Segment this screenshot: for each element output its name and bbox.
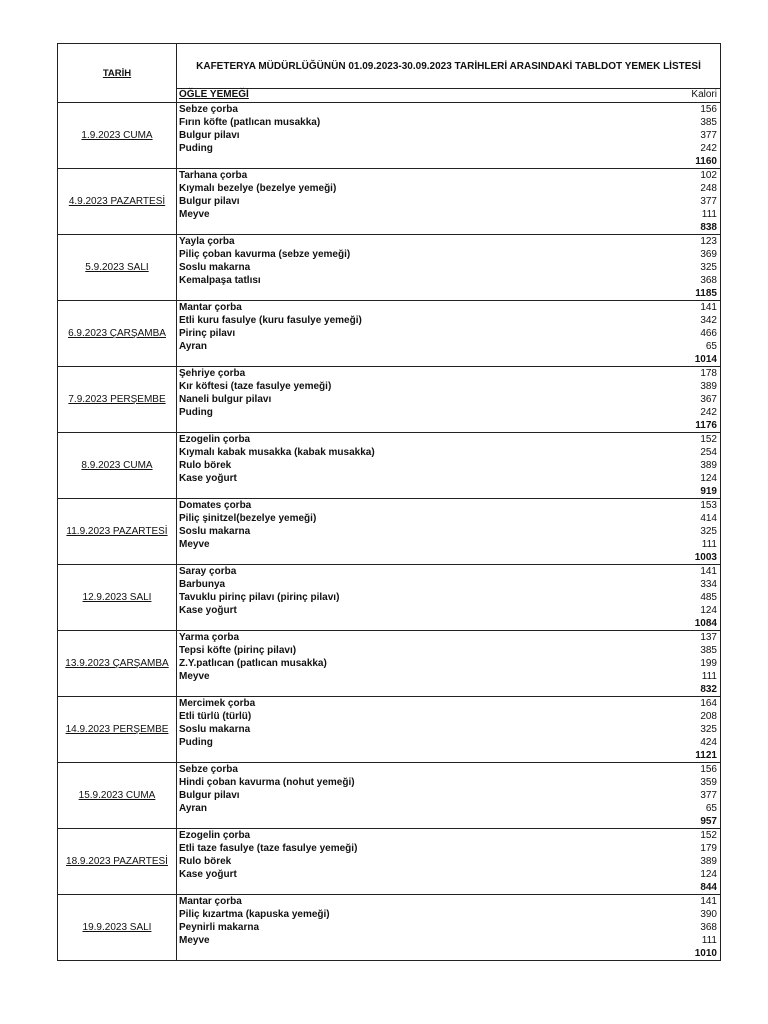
dish-calorie: 325 xyxy=(700,262,717,273)
menu-item xyxy=(177,842,720,855)
dish-calorie: 248 xyxy=(700,183,717,194)
calorie-total: 832 xyxy=(700,684,717,695)
day-row xyxy=(58,565,721,631)
day-date: 1.9.2023 CUMA xyxy=(58,103,177,169)
dish-name: Meyve xyxy=(179,935,210,946)
menu-item xyxy=(177,908,720,921)
menu-item xyxy=(177,934,720,947)
calorie-total: 919 xyxy=(700,486,717,497)
dish-name: Hindi çoban kavurma (nohut yemeği) xyxy=(179,777,355,788)
menu-item xyxy=(177,697,720,710)
menu-item xyxy=(177,169,720,182)
lunch-label: ÖĞLE YEMEĞİ xyxy=(179,89,249,100)
day-row xyxy=(58,367,721,433)
dish-name: Ayran xyxy=(179,341,207,352)
dish-name: Puding xyxy=(179,143,213,154)
dish-calorie: 141 xyxy=(700,566,717,577)
day-menu xyxy=(177,697,721,763)
day-date: 6.9.2023 ÇARŞAMBA xyxy=(58,301,177,367)
dish-name: Ezogelin çorba xyxy=(179,830,251,841)
dish-name: Domates çorba xyxy=(179,500,252,511)
day-menu xyxy=(177,103,721,169)
dish-calorie: 141 xyxy=(700,302,717,313)
day-date: 12.9.2023 SALI xyxy=(58,565,177,631)
day-menu xyxy=(177,565,721,631)
dish-calorie: 368 xyxy=(700,275,717,286)
dish-name: Şehriye çorba xyxy=(179,368,246,379)
menu-item xyxy=(177,472,720,485)
calorie-total: 838 xyxy=(700,222,717,233)
menu-item xyxy=(177,182,720,195)
dish-calorie: 377 xyxy=(700,130,717,141)
calorie-total: 1176 xyxy=(695,420,717,431)
menu-item xyxy=(177,710,720,723)
dish-name: Soslu makarna xyxy=(179,526,251,537)
day-menu xyxy=(177,895,721,961)
dish-calorie: 152 xyxy=(700,830,717,841)
dish-name: Soslu makarna xyxy=(179,262,251,273)
menu-item xyxy=(177,604,720,617)
menu-item xyxy=(177,895,720,908)
calorie-total: 1010 xyxy=(694,948,717,959)
dish-name: Kemalpaşa tatlısı xyxy=(179,275,261,286)
menu-item xyxy=(177,235,720,248)
dish-calorie: 359 xyxy=(700,777,717,788)
dish-calorie: 137 xyxy=(700,632,717,643)
day-row xyxy=(58,235,721,301)
day-row xyxy=(58,301,721,367)
day-menu xyxy=(177,631,721,697)
menu-item xyxy=(177,367,720,380)
menu-item xyxy=(177,499,720,512)
menu-table xyxy=(57,43,721,961)
day-date: 4.9.2023 PAZARTESİ xyxy=(58,169,177,235)
dish-calorie: 124 xyxy=(700,869,717,880)
calorie-total: 1160 xyxy=(695,156,717,167)
day-row xyxy=(58,103,721,169)
day-menu xyxy=(177,763,721,829)
menu-item xyxy=(177,512,720,525)
dish-calorie: 377 xyxy=(700,790,717,801)
menu-item xyxy=(177,459,720,472)
dish-name: Saray çorba xyxy=(179,566,237,577)
menu-item xyxy=(177,142,720,155)
menu-item xyxy=(177,393,720,406)
menu-item xyxy=(177,446,720,459)
dish-name: Kır köftesi (taze fasulye yemeği) xyxy=(179,381,332,392)
dish-name: Yarma çorba xyxy=(179,632,240,643)
dish-calorie: 390 xyxy=(700,909,717,920)
dish-calorie: 325 xyxy=(700,724,717,735)
dish-calorie: 254 xyxy=(700,447,717,458)
dish-calorie: 334 xyxy=(700,579,717,590)
menu-item xyxy=(177,314,720,327)
dish-calorie: 65 xyxy=(705,341,717,352)
dish-calorie: 178 xyxy=(700,368,717,379)
dish-calorie: 111 xyxy=(701,539,717,550)
dish-name: Pirinç pilavı xyxy=(179,328,236,339)
dish-name: Mantar çorba xyxy=(179,302,242,313)
menu-item xyxy=(177,301,720,314)
dish-name: Peynirli makarna xyxy=(179,922,260,933)
dish-name: Mantar çorba xyxy=(179,896,242,907)
day-row xyxy=(58,697,721,763)
day-menu xyxy=(177,499,721,565)
day-menu xyxy=(177,367,721,433)
menu-item xyxy=(177,103,720,116)
menu-item xyxy=(177,657,720,670)
menu-item xyxy=(177,380,720,393)
menu-item xyxy=(177,631,720,644)
dish-calorie: 389 xyxy=(700,460,717,471)
dish-calorie: 152 xyxy=(700,434,717,445)
dish-calorie: 179 xyxy=(700,843,717,854)
menu-item xyxy=(177,763,720,776)
dish-name: Z.Y.patlıcan (patlıcan musakka) xyxy=(179,658,327,669)
dish-name: Barbunya xyxy=(179,579,226,590)
dish-name: Puding xyxy=(179,407,213,418)
dish-calorie: 466 xyxy=(700,328,717,339)
dish-calorie: 485 xyxy=(700,592,717,603)
dish-name: Puding xyxy=(179,737,213,748)
day-row xyxy=(58,631,721,697)
day-date: 11.9.2023 PAZARTESİ xyxy=(58,499,177,565)
menu-item xyxy=(177,274,720,287)
day-menu xyxy=(177,301,721,367)
dish-name: Soslu makarna xyxy=(179,724,251,735)
dish-name: Kıymalı bezelye (bezelye yemeği) xyxy=(179,183,337,194)
day-row xyxy=(58,763,721,829)
menu-item xyxy=(177,868,720,881)
dish-name: Piliç şinitzel(bezelye yemeği) xyxy=(179,513,317,524)
day-row xyxy=(58,433,721,499)
dish-name: Meyve xyxy=(179,539,210,550)
calorie-total: 1185 xyxy=(695,288,717,299)
dish-calorie: 342 xyxy=(700,315,717,326)
dish-calorie: 389 xyxy=(700,381,717,392)
calorie-total: 1014 xyxy=(694,354,717,365)
menu-item xyxy=(177,670,720,683)
day-date: 5.9.2023 SALI xyxy=(58,235,177,301)
menu-item xyxy=(177,855,720,868)
dish-name: Piliç kızartma (kapuska yemeği) xyxy=(179,909,330,920)
menu-item xyxy=(177,116,720,129)
day-row xyxy=(58,895,721,961)
calorie-total: 1084 xyxy=(694,618,717,629)
menu-item xyxy=(177,340,720,353)
day-menu xyxy=(177,829,721,895)
dish-calorie: 424 xyxy=(700,737,717,748)
dish-name: Tarhana çorba xyxy=(179,170,248,181)
day-date: 7.9.2023 PERŞEMBE xyxy=(58,367,177,433)
dish-name: Yayla çorba xyxy=(179,236,235,247)
subheader-cell xyxy=(177,89,721,103)
dish-name: Mercimek çorba xyxy=(179,698,256,709)
dish-calorie: 368 xyxy=(700,922,717,933)
day-date: 19.9.2023 SALI xyxy=(58,895,177,961)
dish-name: Ayran xyxy=(179,803,207,814)
dish-calorie: 156 xyxy=(700,764,717,775)
dish-calorie: 385 xyxy=(700,645,717,656)
menu-item xyxy=(177,578,720,591)
menu-item xyxy=(177,129,720,142)
dish-name: Etli türlü (türlü) xyxy=(179,711,252,722)
dish-calorie: 208 xyxy=(700,711,717,722)
date-column-header: TARİH xyxy=(58,44,177,103)
menu-item xyxy=(177,802,720,815)
dish-calorie: 123 xyxy=(700,236,717,247)
dish-calorie: 242 xyxy=(700,407,717,418)
menu-item xyxy=(177,195,720,208)
day-date: 18.9.2023 PAZARTESİ xyxy=(58,829,177,895)
dish-name: Etli taze fasulye (taze fasulye yemeği) xyxy=(179,843,358,854)
day-row xyxy=(58,829,721,895)
menu-item xyxy=(177,565,720,578)
dish-name: Kase yoğurt xyxy=(179,605,237,616)
document-title: KAFETERYA MÜDÜRLÜĞÜNÜN 01.09.2023-30.09.2023 TARİHLERİ ARASINDAKİ TABLDOT YEMEK LİSTESİ xyxy=(177,44,721,89)
dish-calorie: 389 xyxy=(700,856,717,867)
dish-calorie: 65 xyxy=(705,803,717,814)
dish-name: Bulgur pilavı xyxy=(179,130,240,141)
dish-calorie: 124 xyxy=(700,605,717,616)
dish-calorie: 367 xyxy=(700,394,717,405)
day-row xyxy=(58,499,721,565)
calorie-total: 1121 xyxy=(695,750,717,761)
day-date: 14.9.2023 PERŞEMBE xyxy=(58,697,177,763)
dish-calorie: 111 xyxy=(701,671,717,682)
menu-item xyxy=(177,644,720,657)
dish-name: Kase yoğurt xyxy=(179,869,237,880)
menu-item xyxy=(177,327,720,340)
dish-name: Fırın köfte (patlıcan musakka) xyxy=(179,117,321,128)
day-menu xyxy=(177,235,721,301)
dish-name: Kıymalı kabak musakka (kabak musakka) xyxy=(179,447,375,458)
dish-calorie: 156 xyxy=(700,104,717,115)
dish-calorie: 199 xyxy=(700,658,717,669)
day-date: 8.9.2023 CUMA xyxy=(58,433,177,499)
dish-name: Piliç çoban kavurma (sebze yemeği) xyxy=(179,249,351,260)
calorie-total: 844 xyxy=(700,882,717,893)
dish-calorie: 164 xyxy=(700,698,717,709)
menu-item xyxy=(177,789,720,802)
menu-item xyxy=(177,829,720,842)
dish-name: Naneli bulgur pilavı xyxy=(179,394,272,405)
menu-item xyxy=(177,525,720,538)
day-menu xyxy=(177,169,721,235)
dish-name: Meyve xyxy=(179,671,210,682)
dish-calorie: 111 xyxy=(701,209,717,220)
menu-item xyxy=(177,433,720,446)
dish-calorie: 153 xyxy=(700,500,717,511)
dish-name: Meyve xyxy=(179,209,210,220)
dish-name: Ezogelin çorba xyxy=(179,434,251,445)
menu-item xyxy=(177,736,720,749)
dish-calorie: 242 xyxy=(700,143,717,154)
dish-name: Etli kuru fasulye (kuru fasulye yemeği) xyxy=(179,315,362,326)
header-row xyxy=(58,44,721,89)
menu-item xyxy=(177,406,720,419)
dish-name: Tepsi köfte (pirinç pilavı) xyxy=(179,645,297,656)
dish-calorie: 385 xyxy=(700,117,717,128)
dish-name: Bulgur pilavı xyxy=(179,790,240,801)
menu-item xyxy=(177,591,720,604)
dish-name: Rulo börek xyxy=(179,856,232,867)
menu-item xyxy=(177,921,720,934)
menu-item xyxy=(177,208,720,221)
dish-calorie: 102 xyxy=(700,170,717,181)
day-date: 13.9.2023 ÇARŞAMBA xyxy=(58,631,177,697)
dish-name: Sebze çorba xyxy=(179,764,238,775)
calorie-label: Kalori xyxy=(691,89,717,100)
dish-name: Bulgur pilavı xyxy=(179,196,240,207)
day-date: 15.9.2023 CUMA xyxy=(58,763,177,829)
dish-calorie: 414 xyxy=(700,513,717,524)
dish-calorie: 369 xyxy=(700,249,717,260)
dish-name: Tavuklu pirinç pilavı (pirinç pilavı) xyxy=(179,592,340,603)
dish-calorie: 377 xyxy=(700,196,717,207)
dish-calorie: 111 xyxy=(701,935,717,946)
dish-name: Kase yoğurt xyxy=(179,473,237,484)
dish-name: Sebze çorba xyxy=(179,104,238,115)
dish-calorie: 325 xyxy=(700,526,717,537)
menu-item xyxy=(177,538,720,551)
day-menu xyxy=(177,433,721,499)
dish-name: Rulo börek xyxy=(179,460,232,471)
calorie-total: 957 xyxy=(700,816,717,827)
dish-calorie: 124 xyxy=(700,473,717,484)
menu-table-body xyxy=(58,44,721,961)
menu-item xyxy=(177,261,720,274)
day-row xyxy=(58,169,721,235)
menu-item xyxy=(177,248,720,261)
menu-item xyxy=(177,776,720,789)
dish-calorie: 141 xyxy=(700,896,717,907)
menu-item xyxy=(177,723,720,736)
calorie-total: 1003 xyxy=(694,552,717,563)
